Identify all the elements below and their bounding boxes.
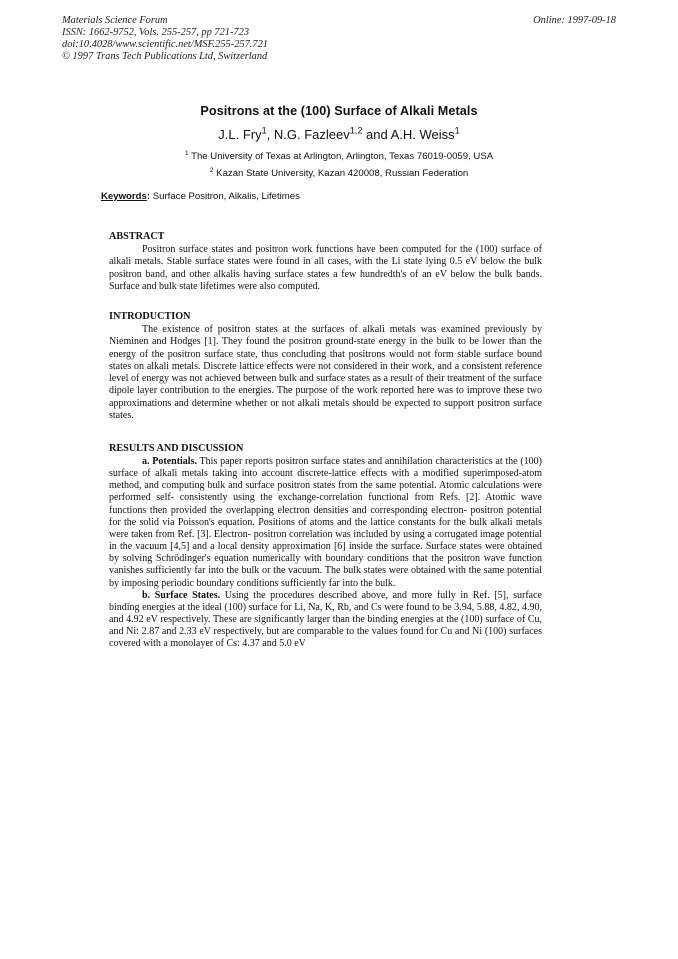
subsection-label: a. Potentials. bbox=[142, 456, 197, 467]
abstract-text: Positron surface states and positron work functions have been computed for the (100) surface of alkali metals. Stable surface states were found in all cases, with the Li state lying 0.5 eV below the bulk positron band, and other alkalis having surface states a few hundredth's of an eV below the bulk bands. Surface and bulk state lifetimes were also computed. bbox=[109, 244, 542, 292]
affiliation-number: 1 bbox=[184, 149, 189, 157]
paragraph-text: Using the procedures described above, and more fully in Ref. [5], surface binding energies at the ideal (100) surface for Li, Na, K, Rb, and Cs were found to be 3.94, 5.88, 4.82, 4.90, and 4.92 eV respectively. These are significantly larger than the binding energies at the (100) surface of Cu, and Ni: 2.87 and 2.33 eV respectively, but are comparable to the values found for Cu and Ni (100) surfaces covered with a monolayer of Cs: 4.37 and 5.0 eV bbox=[109, 589, 542, 650]
results-paragraph-surface-states bbox=[109, 590, 542, 651]
introduction-section bbox=[109, 311, 542, 422]
author-separator: and bbox=[362, 127, 391, 142]
author-affil-mark: 1 bbox=[454, 125, 460, 136]
subsection-label: b. Surface States. bbox=[142, 589, 221, 601]
author-name: J.L. Fry bbox=[218, 127, 262, 142]
results-section bbox=[109, 443, 542, 651]
journal-info bbox=[62, 15, 268, 63]
keywords-colon: : bbox=[146, 191, 151, 202]
keywords-text: Surface Positron, Alkalis, Lifetimes bbox=[152, 191, 300, 202]
journal-doi: doi:10.4028/www.scientific.net/MSF.255-257.721 bbox=[62, 39, 268, 50]
results-paragraph-potentials bbox=[109, 456, 542, 590]
affiliation-text: Kazan State University, Kazan 420008, Russian Federation bbox=[216, 168, 469, 179]
author-affil-mark: 1 bbox=[261, 125, 267, 136]
paragraph-text: This paper reports positron surface states and annihilation characteristics at the (100) surface of alkali metals taking into account discrete-lattice effects with a modified superimposed-atom method, and computing bulk and surface positron states from the same potential. Atomic calculations were performed self- consistently using the exchange-correlation functional from Refs. [2]. Atomic wave functions then provided the overlapping electron densities and corresponding electron- positron potential for the solid via Poisson's equation. Positions of atoms and the lattice constants for the bulk alkali metals were taken from Ref. [3]. Electron- positron correlation was included by using a corrugated image potential in the vacuum [4,5] and a local density approximation [6] inside the surface. Surface states were obtained by solving Schrödinger's equation numerically with boundary conditions that the positron wave function vanishes sufficiently far into the bulk or the vacuum. The bulk states were obtained with the same potential by imposing periodic boundary conditions sufficiently far into the bulk. bbox=[109, 456, 542, 589]
paper-title: Positrons at the (100) Surface of Alkali Metals bbox=[200, 104, 478, 118]
author-separator: , bbox=[266, 127, 274, 142]
author-name: N.G. Fazleev bbox=[273, 127, 350, 142]
abstract-section bbox=[109, 231, 542, 293]
affiliation-number: 2 bbox=[209, 166, 214, 174]
author-list bbox=[0, 127, 678, 142]
affiliation-text: The University of Texas at Arlington, Arlington, Texas 76019-0059, USA bbox=[191, 151, 494, 162]
results-heading: RESULTS AND DISCUSSION bbox=[109, 443, 244, 454]
keywords bbox=[101, 191, 300, 202]
keywords-label: Keywords bbox=[101, 191, 147, 202]
introduction-text: The existence of positron states at the surfaces of alkali metals was examined previously by Nieminen and Hodges [1]. They found the positron ground-state energy in the bulk to be lower than the energy of the positron surface state, thus concluding that positrons would not form stable surface bound states on alkali metals. Discrete lattice effects were not considered in their work, and a consistent reference level of energy was not achieved between bulk and surface states as a result of their treatment of the surface dipole layer contribution to the energies. The purpose of the work reported here was to improve these two approximations and determine whether or not alkali metals should be expected to support positron surface states. bbox=[109, 324, 542, 422]
online-date: Online: 1997-09-18 bbox=[533, 15, 616, 26]
journal-copyright: © 1997 Trans Tech Publications Ltd, Switzerland bbox=[62, 51, 268, 62]
introduction-heading: INTRODUCTION bbox=[109, 311, 191, 322]
affiliation bbox=[0, 151, 678, 162]
abstract-heading: ABSTRACT bbox=[109, 231, 165, 242]
affiliation bbox=[0, 168, 678, 179]
journal-name: Materials Science Forum bbox=[62, 15, 168, 26]
author-affil-mark: 1,2 bbox=[349, 125, 363, 136]
author-name: A.H. Weiss bbox=[390, 127, 455, 142]
journal-issn: ISSN: 1662-9752, Vols. 255-257, pp 721-723 bbox=[62, 27, 250, 38]
